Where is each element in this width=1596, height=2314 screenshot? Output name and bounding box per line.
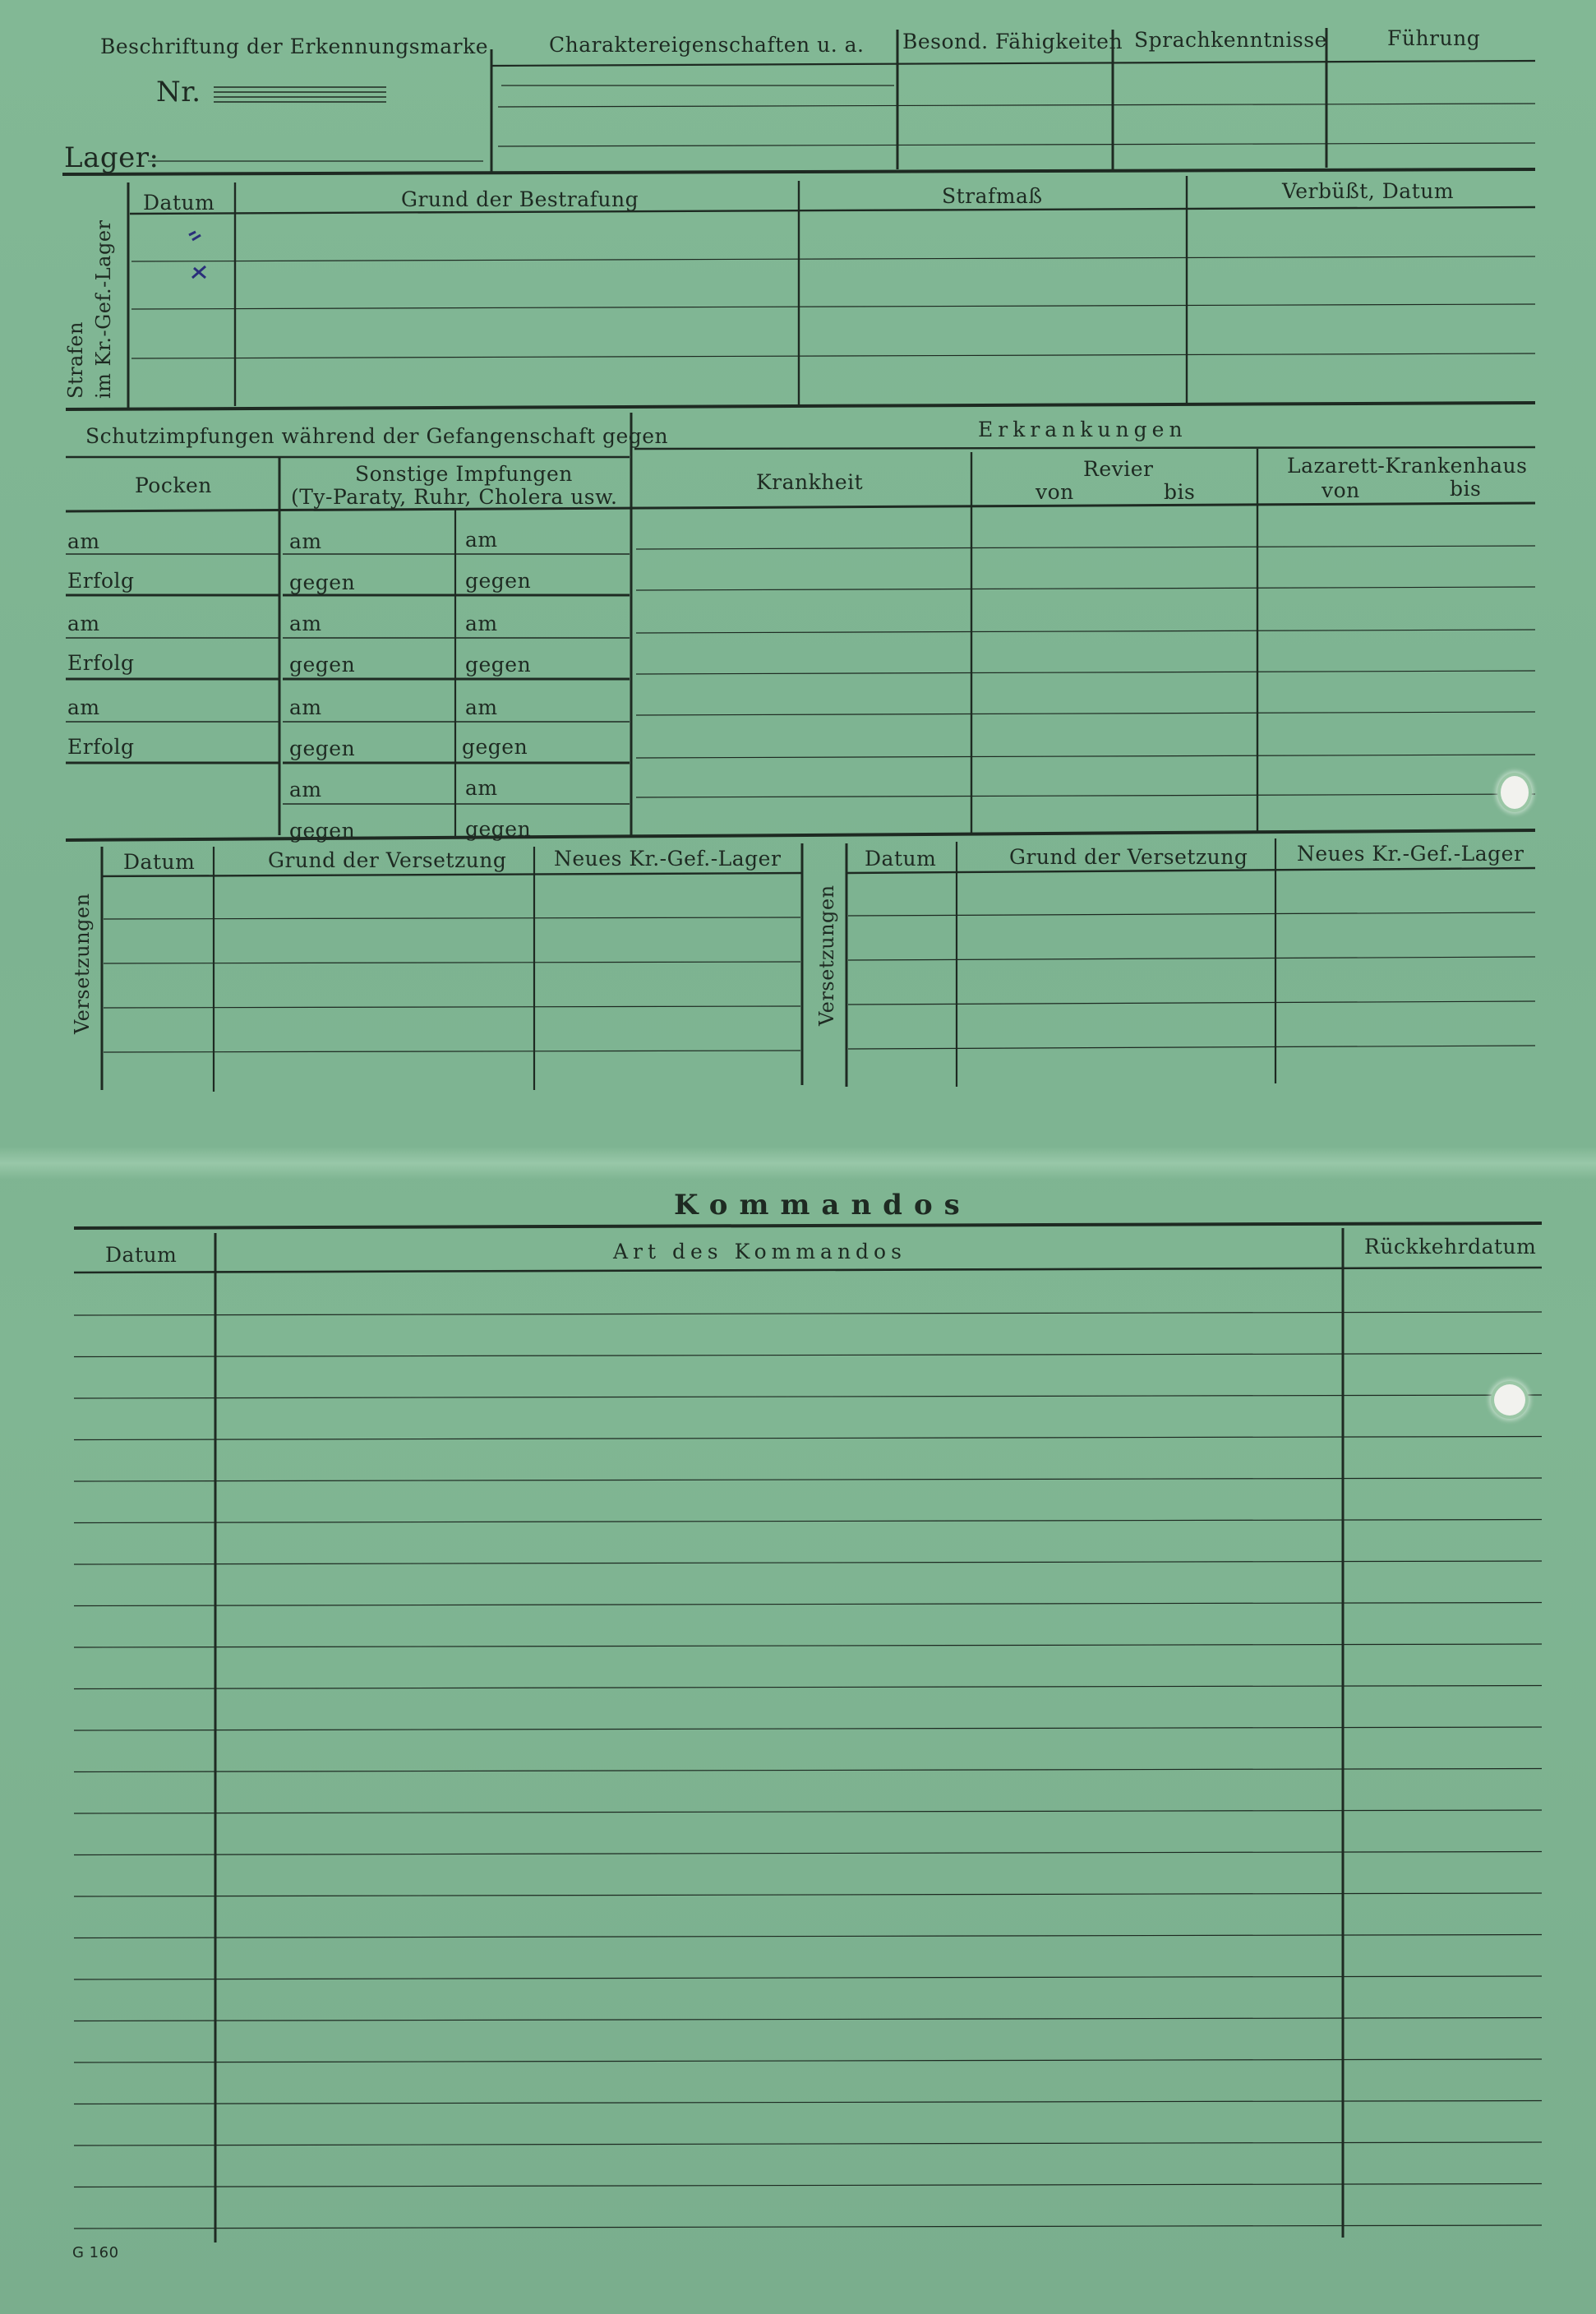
sonstige-header-2: (Ty-Paraty, Ruhr, Cholera usw.: [291, 485, 618, 509]
vers-row: [848, 957, 1535, 960]
kommandos-row: [74, 2225, 1542, 2229]
erkr-row: [636, 755, 1535, 758]
sonst-a-gegen-2: gegen: [289, 653, 356, 677]
strafen-header-rule: [130, 207, 1535, 214]
pocken-header: Pocken: [135, 473, 212, 497]
pocken-am-3: am: [67, 695, 100, 719]
revier-bis: bis: [1164, 480, 1196, 504]
top-row: [498, 104, 1535, 107]
kommandos-row: [74, 1935, 1542, 1938]
impfungen-header: Schutzimpfungen während der Gefangenschaft gegen: [85, 424, 669, 448]
erkr-row: [636, 587, 1535, 590]
sonst-b-gegen-1: gegen: [465, 569, 532, 593]
kommandos-row: [74, 1893, 1542, 1896]
kommandos-header-rule: [74, 1268, 1542, 1272]
vers-row: [104, 1051, 800, 1052]
pocken-erfolg-3: Erfolg: [67, 735, 135, 759]
kommandos-row: [74, 1437, 1542, 1440]
vers-header-rule: [102, 873, 802, 876]
kommandos-row: [74, 1603, 1542, 1606]
kommandos-row: [74, 2184, 1542, 2187]
erkennungsmarke-label: Beschriftung der Erkennungsmarke: [100, 35, 489, 58]
vers-right-grund: Grund der Versetzung: [1009, 845, 1248, 869]
strafen-side-label: Strafen: [64, 321, 87, 399]
kommandos-row: [74, 1976, 1542, 1979]
nr-label: Nr.: [156, 76, 201, 109]
kommandos-row: [74, 1520, 1542, 1523]
sonst-a-am-4: am: [289, 778, 322, 801]
sonst-a-am-3: am: [289, 695, 322, 719]
kommandos-row: [74, 1769, 1542, 1772]
revier-von: von: [1036, 480, 1074, 504]
pocken-erfolg-1: Erfolg: [67, 569, 135, 593]
vers-right-lager: Neues Kr.-Gef.-Lager: [1297, 842, 1525, 866]
vers-row: [848, 912, 1535, 916]
krankheit-header: Krankheit: [756, 470, 864, 494]
erkr-subheader: [634, 447, 1535, 449]
vers-left-lager: Neues Kr.-Gef.-Lager: [554, 847, 782, 871]
vers-row: [104, 962, 800, 963]
strafen-row: [131, 256, 1535, 261]
kommandos-row: [74, 2101, 1542, 2104]
grund-bestrafung-header: Grund der Bestrafung: [401, 187, 639, 211]
strafen-datum-header: Datum: [143, 191, 215, 215]
vers-left-datum: Datum: [123, 850, 196, 874]
erkr-row: [636, 671, 1535, 674]
vers-row: [104, 917, 800, 919]
charakter-header: Charaktereigenschaften u. a.: [549, 33, 865, 57]
punch-hole-upper: [1501, 776, 1529, 809]
sonst-a-gegen-1: gegen: [289, 570, 356, 594]
sonst-b-am-2: am: [465, 612, 498, 635]
kommandos-row: [74, 1354, 1542, 1357]
versetzungen-side-label-left: Versetzungen: [71, 893, 94, 1034]
sonst-b-am-4: am: [465, 776, 498, 800]
pen-marks: [179, 229, 228, 294]
lazarett-bis: bis: [1450, 477, 1482, 501]
impf-header-rule: [66, 503, 1535, 511]
strafen-row: [131, 353, 1535, 358]
kommandos-row: [74, 1395, 1542, 1398]
kommandos-row: [74, 1686, 1542, 1689]
sonstige-header: Sonstige Impfungen: [355, 462, 573, 486]
erkr-row: [636, 712, 1535, 715]
kommandos-datum-header: Datum: [105, 1243, 178, 1267]
erkr-row: [636, 794, 1535, 797]
erkr-row: [636, 546, 1535, 549]
lager-label: Lager:: [64, 141, 159, 174]
lazarett-header: Lazarett-Krankenhaus: [1287, 454, 1528, 478]
strafen-side-label-2: im Kr.-Gef.-Lager: [92, 219, 115, 399]
vers-left-grund: Grund der Versetzung: [268, 848, 507, 872]
revier-header: Revier: [1083, 457, 1154, 481]
kommandos-row: [74, 2059, 1542, 2062]
top-bottom-rule: [62, 169, 1535, 174]
vers-row: [848, 1046, 1535, 1049]
top-row: [498, 143, 1535, 146]
top-header-rule: [491, 61, 1535, 66]
kommandos-art-header: Art des Kommandos: [613, 1240, 906, 1263]
sonst-b-gegen-2: gegen: [465, 653, 532, 677]
sonst-a-am-2: am: [289, 612, 322, 635]
kommandos-title: Kommandos: [674, 1189, 971, 1222]
kommandos-row: [74, 1644, 1542, 1647]
sonst-b-gegen-3: gegen: [462, 735, 528, 759]
kommandos-row: [74, 1727, 1542, 1730]
pocken-am-1: am: [67, 529, 100, 553]
pocken-am-2: am: [67, 612, 100, 635]
vers-right-datum: Datum: [865, 847, 937, 871]
vers-row: [848, 1001, 1535, 1005]
faehigkeiten-header: Besond. Fähigkeiten: [902, 30, 1123, 53]
kommandos-row: [74, 1810, 1542, 1813]
vers-row: [104, 1006, 800, 1008]
sonst-b-am-1: am: [465, 528, 498, 552]
kommandos-row: [74, 2018, 1542, 2021]
fuehrung-header: Führung: [1387, 26, 1481, 50]
sonst-b-gegen-4: gegen: [465, 817, 532, 841]
sonst-a-gegen-3: gegen: [289, 737, 356, 760]
kommandos-row: [74, 1561, 1542, 1564]
kommandos-row: [74, 1852, 1542, 1855]
verbuesst-header: Verbüßt, Datum: [1282, 179, 1455, 203]
lazarett-von: von: [1322, 478, 1360, 502]
strafen-bottom-rule: [66, 403, 1535, 409]
kommandos-top-rule: [74, 1223, 1542, 1228]
strafmass-header: Strafmaß: [942, 184, 1043, 208]
punch-hole-lower: [1494, 1384, 1525, 1416]
kommandos-row: [74, 1478, 1542, 1481]
erkr-row: [636, 630, 1535, 633]
sonst-a-gegen-4: gegen: [289, 819, 356, 843]
erkrankungen-header: Erkrankungen: [978, 418, 1188, 441]
versetzungen-side-label-right: Versetzungen: [815, 884, 838, 1026]
kommandos-row: [74, 2142, 1542, 2145]
strafen-row: [131, 304, 1535, 309]
kommandos-row: [74, 1312, 1542, 1315]
sprachen-header: Sprachkenntnisse: [1134, 28, 1327, 52]
kommandos-rueckkehr-header: Rückkehrdatum: [1364, 1235, 1537, 1259]
impf-bottom-rule: [66, 830, 1535, 840]
sonst-a-am-1: am: [289, 529, 322, 553]
form-code: G 160: [72, 2244, 119, 2261]
sonst-b-am-3: am: [465, 695, 498, 719]
pocken-erfolg-2: Erfolg: [67, 651, 135, 675]
